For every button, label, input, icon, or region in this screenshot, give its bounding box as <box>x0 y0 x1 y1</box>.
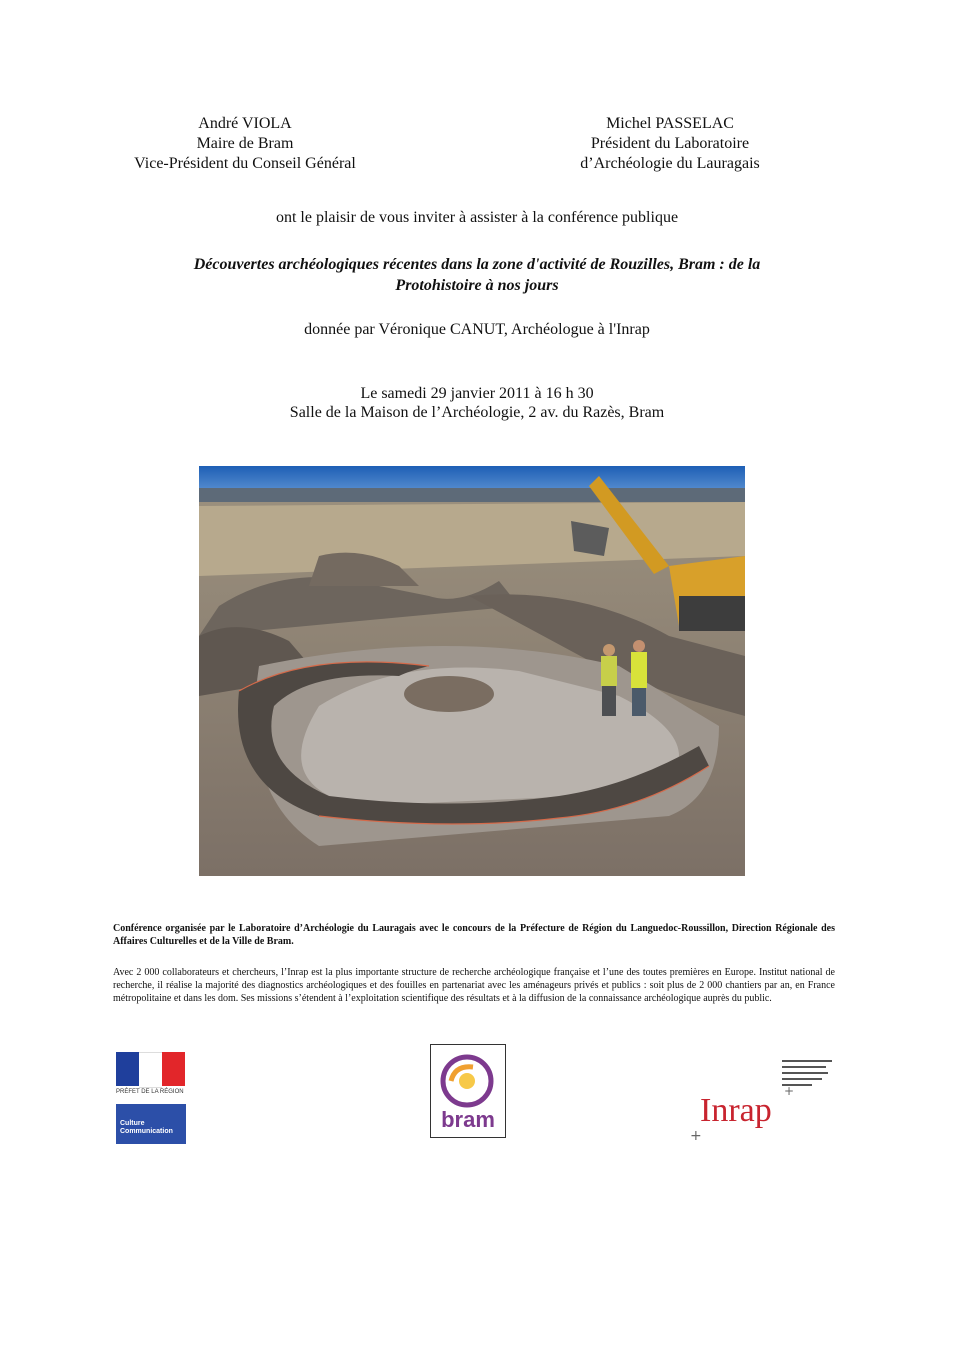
excavation-photo-drawing <box>199 466 745 876</box>
inrap-cross-mark: + <box>690 1128 702 1144</box>
culture-logo <box>116 1104 186 1144</box>
prefecture-caption: PRÉFET DE LA RÉGION <box>116 1089 184 1095</box>
host-left-name: André VIOLA <box>198 115 292 132</box>
host-left <box>95 114 395 174</box>
host-left-role: Vice-Président du Conseil Général <box>134 155 356 172</box>
culture-caption: Culture Communication <box>120 1120 173 1135</box>
speaker-line: donnée par Véronique CANUT, Archéologue à l'Inrap <box>304 321 650 338</box>
host-right-title: Président du Laboratoire <box>590 135 750 152</box>
bram-logo <box>430 1044 506 1138</box>
excavation-photo <box>199 466 745 876</box>
inrap-logo <box>690 1058 840 1148</box>
talk-title-line2: Protohistoire à nos jours <box>395 277 559 294</box>
event-venue: Salle de la Maison de l’Archéologie, 2 av. du Razès, Bram <box>289 404 665 421</box>
inrap-cross-mark-2: + <box>784 1084 795 1098</box>
flag-red-band <box>162 1052 185 1086</box>
event-date: Le samedi 29 janvier 2011 à 16 h 30 <box>360 385 594 402</box>
inrap-wordmark: Inrap <box>700 1092 772 1129</box>
talk-title-line1: Découvertes archéologiques récentes dans la zone d'activité de Rouzilles, Bram : de la <box>193 256 761 273</box>
invitation-text: ont le plaisir de vous inviter à assister à la conférence publique <box>275 209 679 226</box>
host-right <box>520 114 820 174</box>
bram-wordmark: bram <box>441 1107 495 1132</box>
prefecture-logo <box>116 1052 186 1098</box>
flag-blue-band <box>116 1052 139 1086</box>
organizers-note: Conférence organisée par le Laboratoire d’Archéologie du Lauragais avec le concours de la Préfecture de Région du Languedoc-Roussillon, Direction Régionale des Affaires Culturelles et de la Ville de Bram. <box>113 923 835 947</box>
talk-title <box>80 254 874 296</box>
inrap-description: Avec 2 000 collaborateurs et chercheurs, l’Inrap est la plus importante structure de recherche archéologique française et l’une des toutes premières en Europe. Institut national de recherche, il réalise la majorité des diagnostics archéologiques et des fouilles en partenariat avec les aménageurs privés et publics : soit plus de 2 000 chantiers par an, en France métropolitaine et dans les dom. Ses missions s’étendent à l’exploitation scientifique des résultats et à la diffusion de la connaissance archéologique auprès du public. <box>113 967 835 1004</box>
host-right-name: Michel PASSELAC <box>606 115 734 132</box>
flag-white-band <box>139 1052 162 1088</box>
host-left-title: Maire de Bram <box>196 135 294 152</box>
host-right-org: d’Archéologie du Lauragais <box>580 155 760 172</box>
